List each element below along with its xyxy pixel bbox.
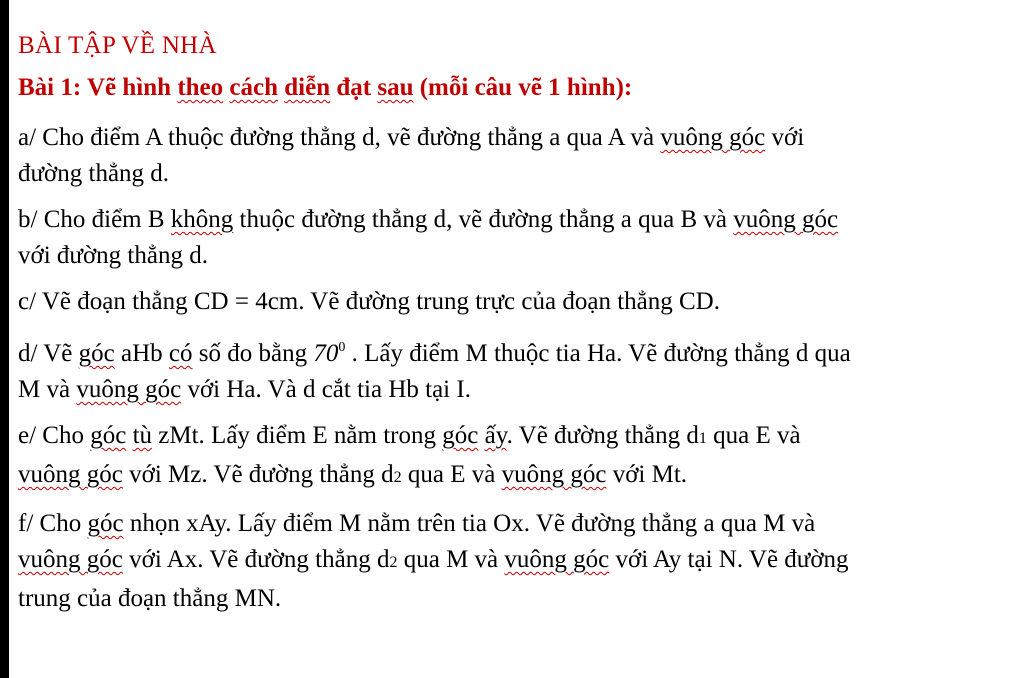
spellcheck-word: theo (177, 74, 224, 101)
item-f-line-2 (18, 542, 1018, 581)
text-run: qua E và (706, 422, 801, 449)
text-run: với Ay tại N. Vẽ đường (609, 546, 849, 573)
spellcheck-word: vuông góc (504, 546, 610, 573)
subscript-index: 2 (393, 469, 402, 486)
item-e-line-1 (18, 418, 1018, 457)
exercise-item-e (18, 418, 1018, 496)
spellcheck-word: diễn (284, 74, 331, 101)
exercise-item-d (18, 330, 1018, 408)
text-run: a/ Cho điểm A thuộc đường thẳng d, vẽ đường thẳng a qua A và (18, 124, 661, 151)
text-run: qua M và (397, 546, 505, 573)
text-run: zMt. Lấy điểm E nằm trong (152, 422, 443, 449)
text-run: . Vẽ đường thẳng d (506, 422, 699, 449)
text-run: với Ha. Và d cắt tia Hb tại I. (181, 376, 471, 403)
spellcheck-word: cách (229, 74, 278, 101)
spellcheck-word: góc (78, 340, 115, 367)
spellcheck-word: tù (132, 422, 153, 449)
exercise-item-c (18, 284, 1018, 320)
document-title: BÀI TẬP VỀ NHÀ (18, 32, 217, 59)
exercise-heading (18, 68, 1018, 108)
spellcheck-word: vuông góc (18, 461, 123, 488)
subscript-index: 1 (698, 430, 707, 447)
text-run: với (765, 124, 805, 151)
text-run: d/ Vẽ (18, 340, 79, 367)
text-run: với Mz. Vẽ đường thẳng d (122, 461, 394, 488)
heading-text: Bài 1: Vẽ hình (18, 74, 178, 101)
text-run: e/ Cho (18, 422, 91, 449)
spellcheck-word: vuông góc (733, 206, 839, 233)
item-c-line-1: c/ Vẽ đoạn thẳng CD = 4cm. Vẽ đường trung trực của đoạn thẳng CD. (18, 288, 720, 315)
spellcheck-word: ấy (484, 422, 507, 449)
spellcheck-word: vuông góc (76, 376, 182, 403)
text-run: với Ax. Vẽ đường thẳng d (122, 546, 390, 573)
spellcheck-word: vuông góc (501, 461, 607, 488)
text-run: thuộc đường thẳng d, vẽ đường thẳng a qua B và (233, 206, 734, 233)
text-run: M và (18, 376, 77, 403)
spellcheck-word: vuông góc (18, 546, 123, 573)
text-run: số đo bằng (192, 340, 314, 367)
heading-text: (mỗi câu vẽ 1 hình): (413, 74, 633, 101)
item-d-line-2 (18, 372, 1018, 408)
spellcheck-word: góc (442, 422, 479, 449)
spellcheck-word: góc (87, 510, 124, 537)
item-d-line-1 (18, 330, 1018, 372)
subscript-index: 2 (389, 554, 398, 571)
item-b-line-1 (18, 202, 1018, 238)
degree-superscript: 0 (338, 340, 346, 355)
item-a-line-1 (18, 120, 1018, 156)
text-run: b/ Cho điểm B (18, 206, 171, 233)
item-e-line-2 (18, 457, 1018, 496)
text-run: với Mt. (606, 461, 688, 488)
spellcheck-word: góc (90, 422, 127, 449)
text-run: qua E và (401, 461, 502, 488)
exercise-item-b (18, 202, 1018, 274)
item-a-line-2: đường thẳng d. (18, 160, 170, 187)
text-run: . Lấy điểm M thuộc tia Ha. Vẽ đường thẳng d qua (345, 340, 851, 367)
spellcheck-word: sau (377, 74, 414, 101)
item-f-line-1 (18, 506, 1018, 542)
exercise-item-f (18, 506, 1018, 617)
text-run: f/ Cho (18, 510, 88, 537)
text-run: 70 (313, 340, 339, 367)
document-body (18, 26, 1018, 627)
heading-text: đạt (330, 74, 378, 101)
item-b-line-2: với đường thẳng d. (18, 242, 208, 269)
text-run: aHb (114, 340, 169, 367)
text-run: nhọn xAy. Lấy điểm M nằm trên tia Ox. Vẽ đường thẳng a qua M và (123, 510, 816, 537)
item-f-line-3: trung của đoạn thẳng MN. (18, 585, 282, 612)
spellcheck-word: có (168, 340, 193, 367)
left-edge-bar (0, 0, 9, 678)
spellcheck-word: không (170, 206, 234, 233)
angle-value (313, 340, 345, 367)
exercise-item-a (18, 120, 1018, 192)
spellcheck-word: vuông góc (660, 124, 766, 151)
